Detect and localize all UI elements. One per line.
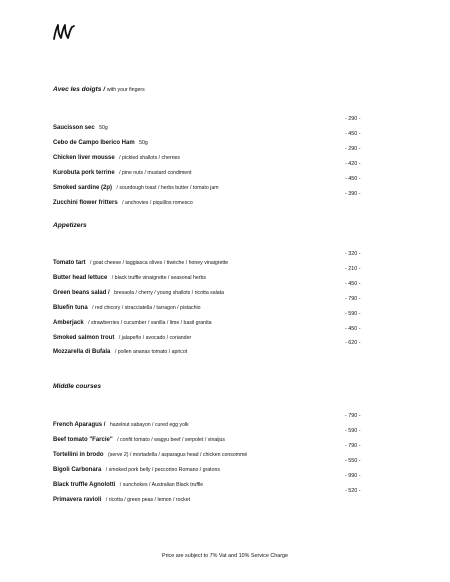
menu-item: Amberjack / strawberries / cucumber / vanilla / lime / basil granita - 590 - <box>53 311 361 326</box>
menu-item: Smoked salmon trout / jalapeño / avocado / coriander - 450 - <box>53 326 361 341</box>
menu-item: Saucisson sec 50g - 290 - <box>53 116 361 131</box>
menu-item: Tomato tart / goat cheese / taggiasca olives / tiwèche / honey vinaigrette - 320 - <box>53 251 361 266</box>
menu-item: Beef tomato "Farcie" / confit tomato / wagyu beef / serpolet / vinaijus - 590 - <box>53 428 361 443</box>
menu-item: Mozzarella di Bufala / pollen ananas tomato / apricot - 620 - <box>53 340 361 355</box>
menu-item: Primavera ravioli / ricotta / green peas / lemon / rocket - 520 - <box>53 488 361 503</box>
menu-item: Kurobuta pork terrine / pine nuts / mustard condiment - 420 - <box>53 161 361 176</box>
stylized-m-logo-icon <box>52 22 76 42</box>
section-title-middle-courses: Middle courses <box>53 383 102 390</box>
menu-item: Smoked sardine (2p) / sourdough toast / herbs butter / tomato jam - 450 - <box>53 176 361 191</box>
menu-item: French Aparagus / hazelnut sabayon / cured egg yolk - 790 - <box>53 413 361 428</box>
menu-item: Bigoli Carbonara / smoked pork belly / peccorino Romano / gratons - 550 - <box>53 458 361 473</box>
menu-item: Butter head lettuce / black truffle vinaigrette / seasonal herbs - 210 - <box>53 266 361 281</box>
menu-item: Black truffle Agnolotti / sunchokes / Australian Black truffle - 990 - <box>53 473 361 488</box>
menu-item: Bluefin tuna / red chicory / stracciatella / tarragon / pistachio - 790 - <box>53 296 361 311</box>
menu-item: Cebo de Campo Iberico Ham 50g - 450 - <box>53 131 361 146</box>
price-disclaimer: Price are subject to 7% Vat and 10% Service Charge <box>161 553 289 559</box>
menu-item: Green beans salad / bresaola / cherry / young shallots / ricotta salata - 450 - <box>53 281 361 296</box>
section-title-avec-les-doigts: Avec les doigts / with your fingers <box>53 86 145 93</box>
menu-item: Chicken liver mousse / pickled shallots / cherries - 290 - <box>53 146 361 161</box>
menu-item: Zucchini flower fritters / anchovies / piquillos romesco - 390 - <box>53 191 361 206</box>
section-title-appetizers: Appetizers <box>53 222 87 229</box>
menu-item: Tortellini in brodo (serve 2) / mortadella / asparagus head / chicken consommé - 790 - <box>53 443 361 458</box>
